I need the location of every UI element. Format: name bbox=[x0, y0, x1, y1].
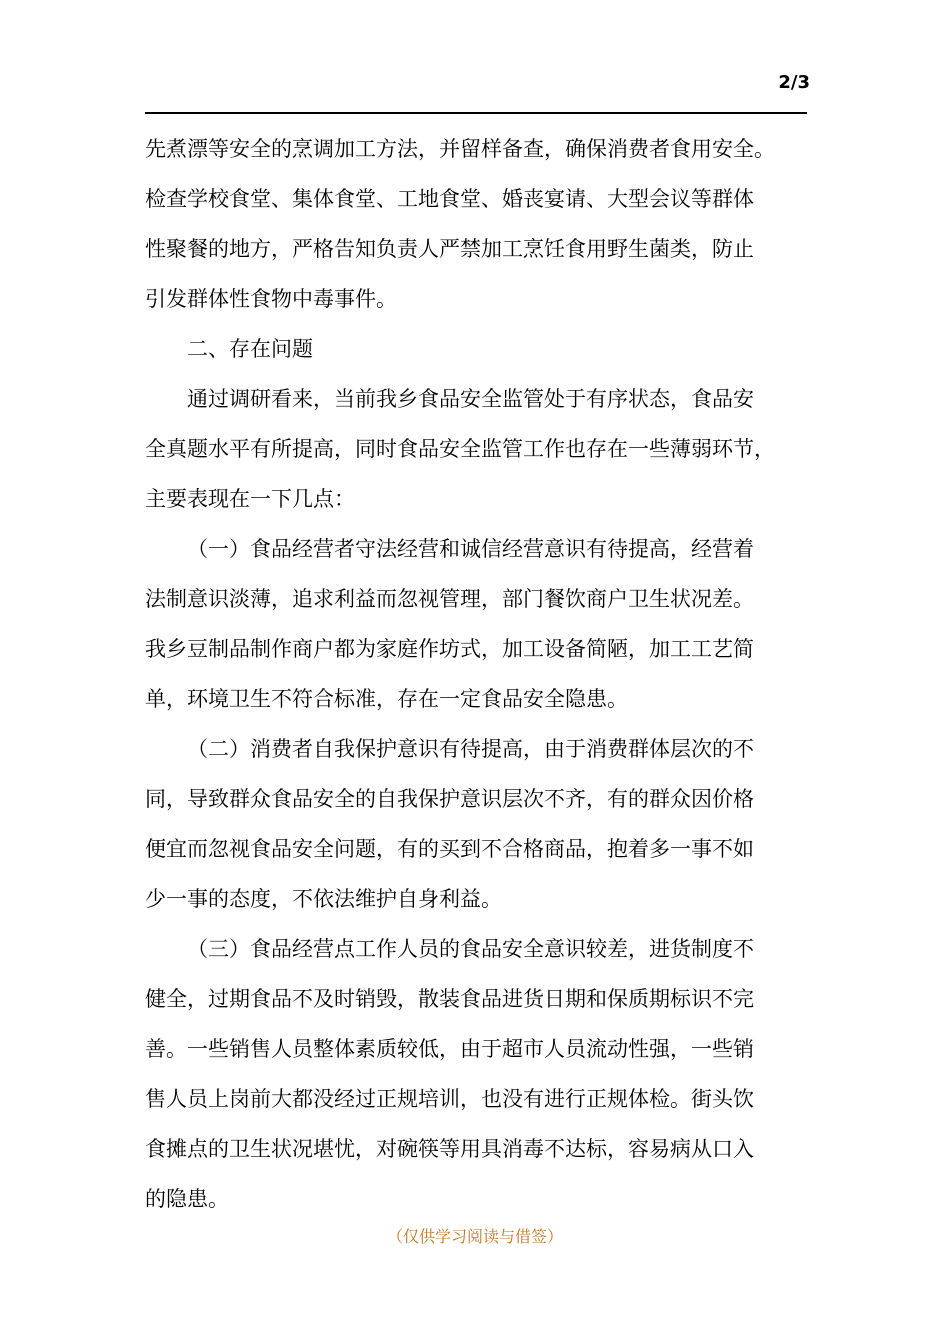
text-line: 的隐患。 bbox=[145, 1187, 229, 1211]
text-line: 法制意识淡薄，追求利益而忽视管理，部门餐饮商户卫生状况差。 bbox=[145, 587, 754, 611]
page-number: 2/3 bbox=[778, 72, 810, 93]
text-line: 检查学校食堂、集体食堂、工地食堂、婚丧宴请、大型会议等群体 bbox=[145, 187, 754, 211]
text-line: 健全，过期食品不及时销毁，散装食品进货日期和保质期标识不完 bbox=[145, 987, 754, 1011]
text-line: 我乡豆制品制作商户都为家庭作坊式，加工设备简陋，加工工艺简 bbox=[145, 637, 754, 661]
text-line: 性聚餐的地方，严格告知负责人严禁加工烹饪食用野生菌类，防止 bbox=[145, 237, 754, 261]
text-line: 引发群体性食物中毒事件。 bbox=[145, 287, 397, 311]
text-line: 便宜而忽视食品安全问题，有的买到不合格商品，抱着多一事不如 bbox=[145, 837, 754, 861]
text-line: 善。一些销售人员整体素质较低，由于超市人员流动性强，一些销 bbox=[145, 1037, 754, 1061]
text-line: 食摊点的卫生状况堪忧，对碗筷等用具消毒不达标，容易病从口入 bbox=[145, 1137, 754, 1161]
text-line: 全真题水平有所提高，同时食品安全监管工作也存在一些薄弱环节， bbox=[145, 437, 775, 461]
paragraph-start: （一）食品经营者守法经营和诚信经营意识有待提高，经营着 bbox=[187, 537, 754, 561]
footer-note: （仅供学习阅读与借签） bbox=[386, 1227, 563, 1246]
text-line: 单，环境卫生不符合标准，存在一定食品安全隐患。 bbox=[145, 687, 628, 711]
paragraph-start: （二）消费者自我保护意识有待提高，由于消费群体层次的不 bbox=[187, 737, 754, 761]
section-heading: 二、存在问题 bbox=[187, 337, 313, 361]
text-line: 少一事的态度，不依法维护自身利益。 bbox=[145, 887, 502, 911]
text-line: 售人员上岗前大都没经过正规培训，也没有进行正规体检。街头饮 bbox=[145, 1087, 754, 1111]
text-line: 先煮漂等安全的烹调加工方法，并留样备查，确保消费者食用安全。 bbox=[145, 137, 775, 161]
text-line: 同，导致群众食品安全的自我保护意识层次不齐，有的群众因价格 bbox=[145, 787, 754, 811]
paragraph-start: 通过调研看来，当前我乡食品安全监管处于有序状态，食品安 bbox=[187, 387, 754, 411]
header-divider bbox=[145, 112, 807, 114]
paragraph-start: （三）食品经营点工作人员的食品安全意识较差，进货制度不 bbox=[187, 937, 754, 961]
text-line: 主要表现在一下几点： bbox=[145, 487, 355, 511]
document-body bbox=[145, 124, 810, 1224]
